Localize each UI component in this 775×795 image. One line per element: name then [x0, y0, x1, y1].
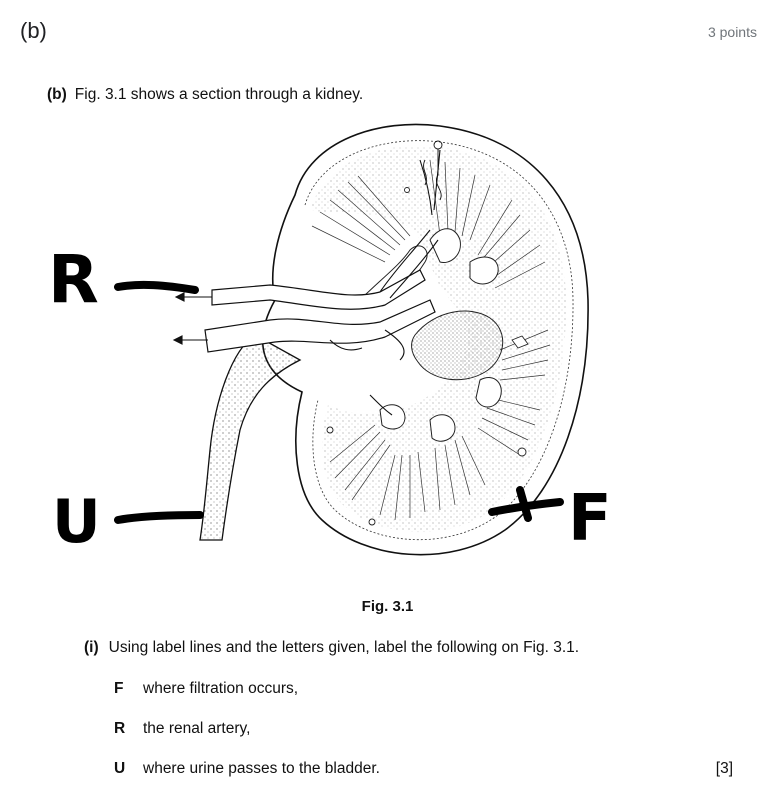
list-item	[114, 720, 250, 738]
question-text: Fig. 3.1 shows a section through a kidney.	[74, 86, 364, 103]
figure-caption: Fig. 3.1	[361, 598, 414, 615]
marks-allocation: [3]	[715, 760, 733, 777]
handwritten-letter-u: U	[52, 487, 101, 557]
item-letter: F	[114, 680, 124, 697]
item-text: the renal artery,	[143, 720, 251, 737]
renal-pelvis	[412, 311, 503, 380]
points-value: 3 points	[707, 24, 757, 40]
ureter	[200, 335, 300, 540]
item-letter: U	[114, 760, 126, 777]
label-tick-f	[520, 490, 528, 518]
subquestion-label: (i)	[84, 639, 99, 656]
handwritten-letter-f: F	[568, 482, 612, 556]
subquestion-text: Using label lines and the letters given, label the following on Fig. 3.1.	[108, 639, 580, 656]
question-number: (b)	[20, 18, 47, 43]
handwritten-letter-r: R	[48, 241, 99, 318]
label-line-u	[118, 515, 200, 520]
list-item	[114, 680, 298, 698]
item-text: where urine passes to the bladder.	[143, 760, 380, 777]
item-text: where filtration occurs,	[143, 680, 299, 697]
item-letter: R	[114, 720, 126, 737]
renal-vein	[205, 300, 435, 352]
part-label: (b)	[47, 86, 67, 103]
label-line-r	[118, 285, 195, 290]
subquestion-prompt	[84, 639, 579, 657]
list-item	[114, 760, 380, 778]
